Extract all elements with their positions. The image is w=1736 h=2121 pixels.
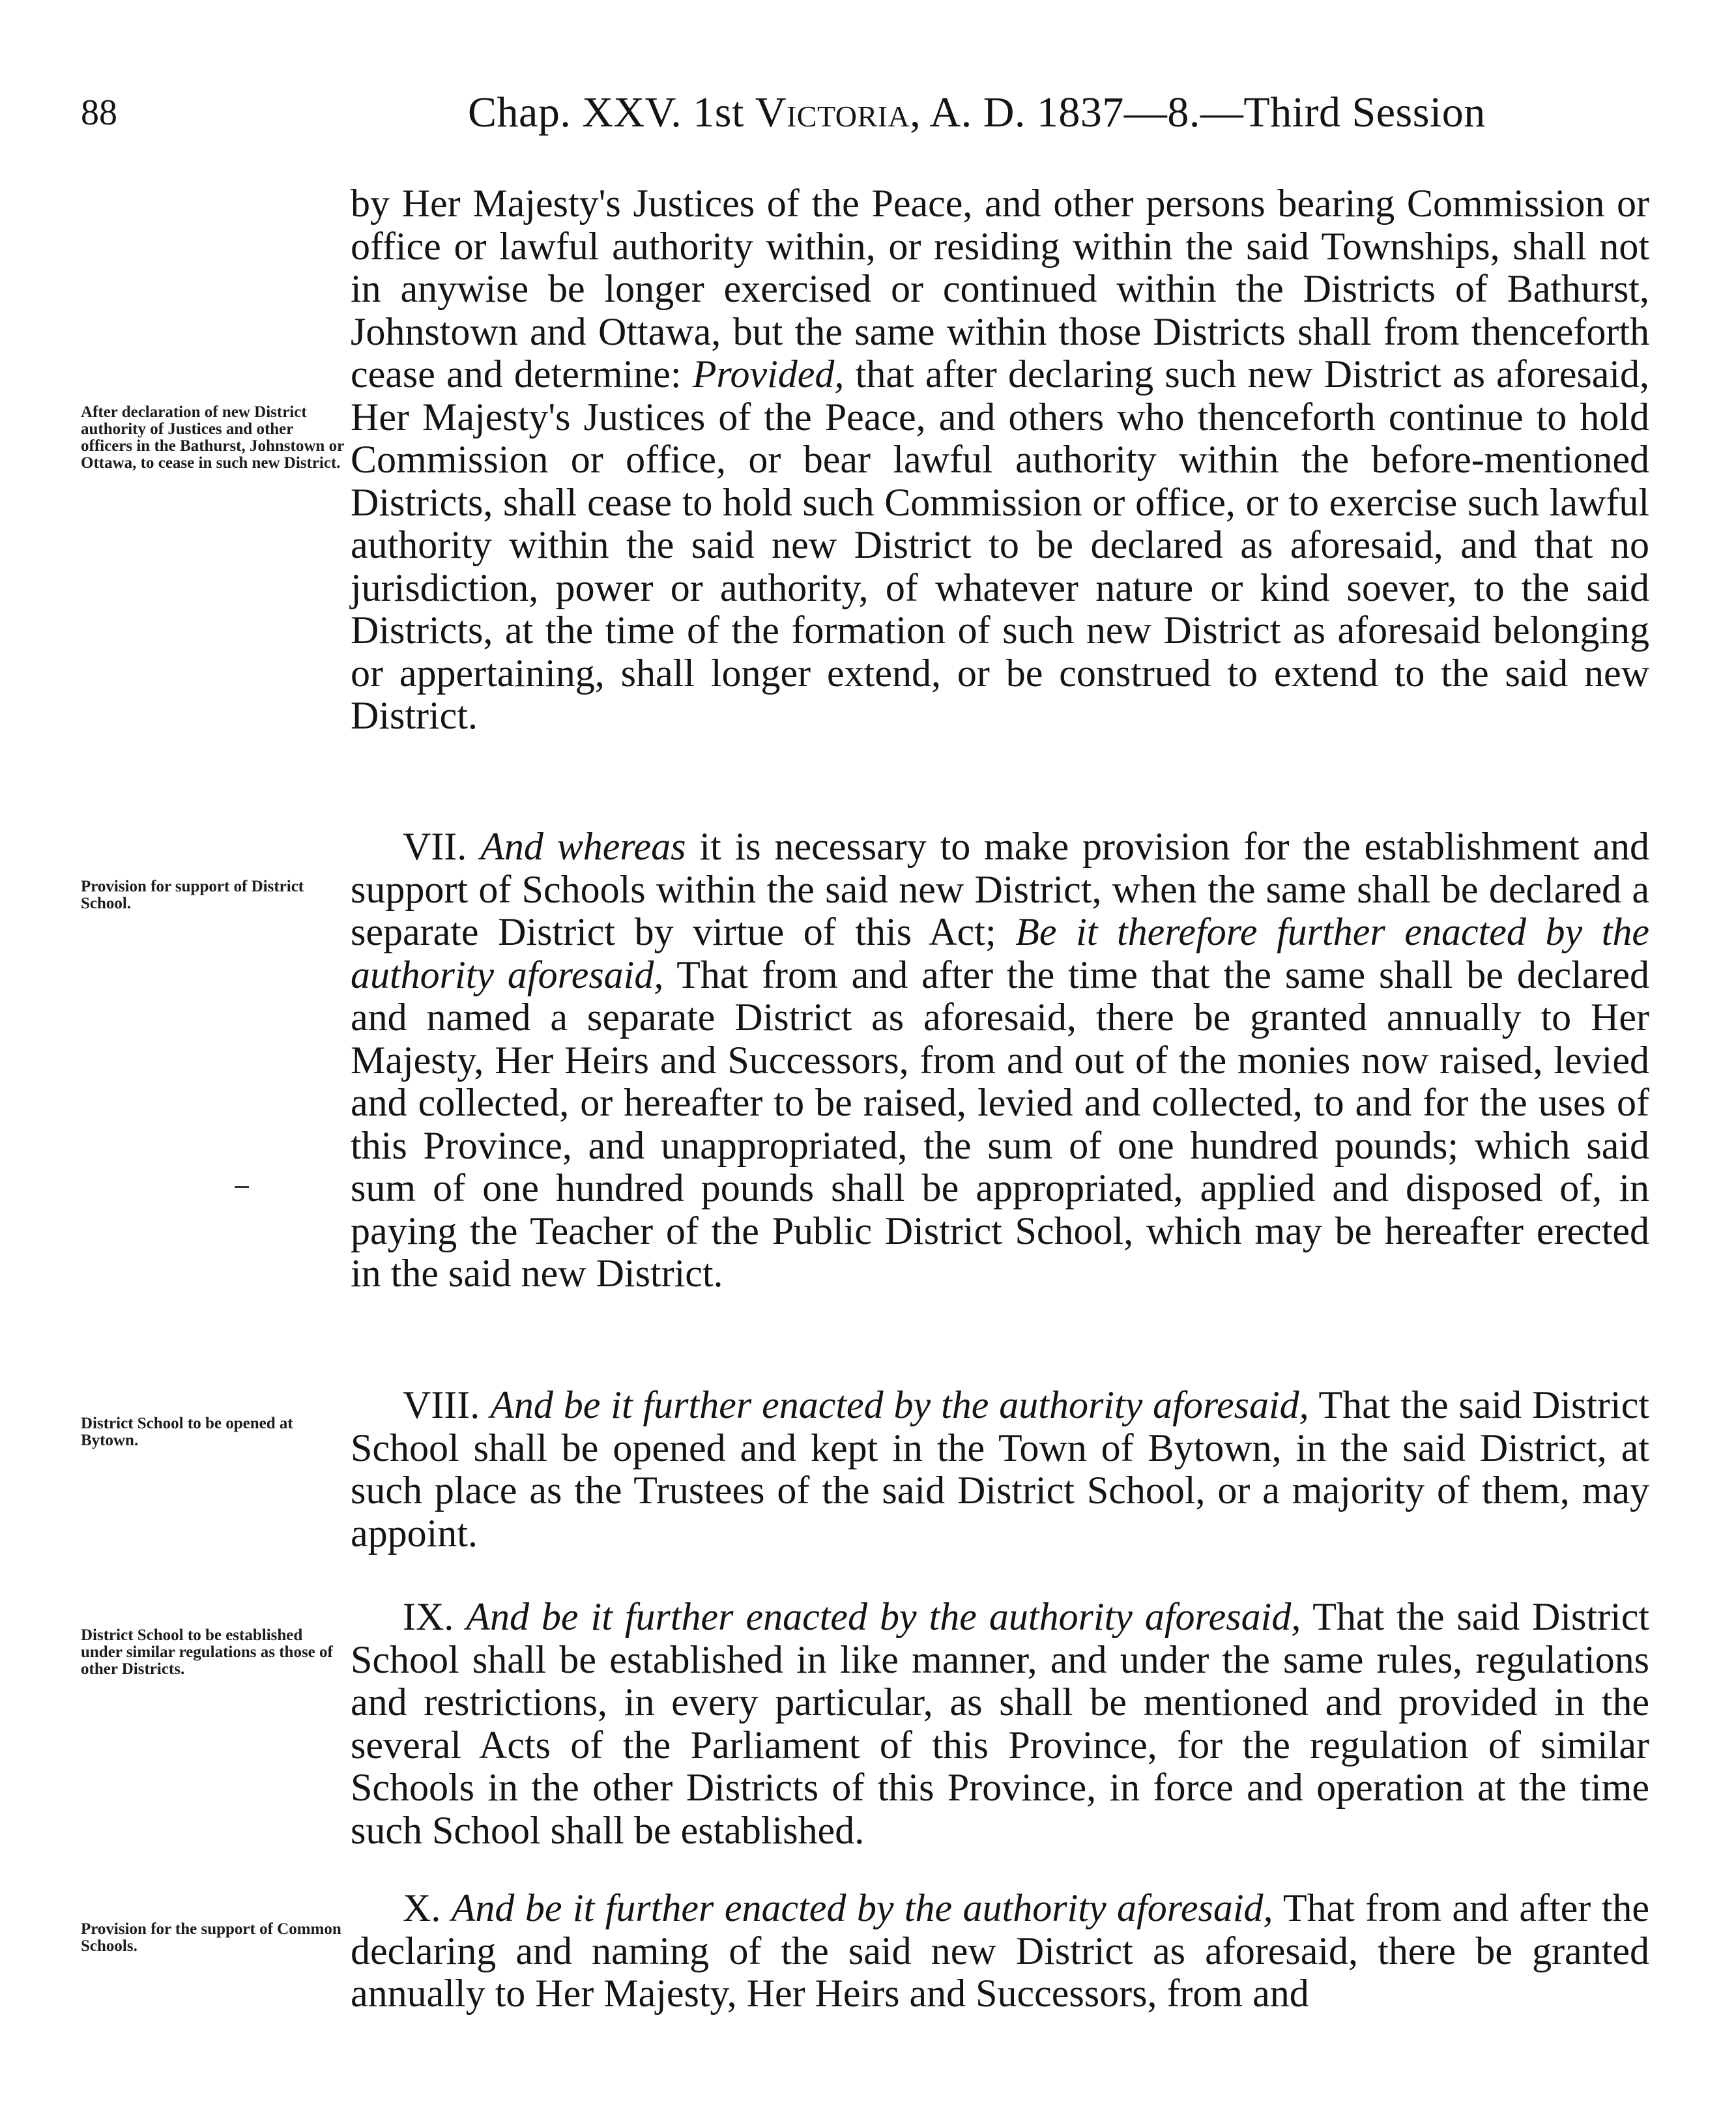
paragraph-text: by Her Majesty's Justices of the Peace, and other persons bearing Commission or office or lawful authority within, or residing within the said Townships, shall not in anywise be longer exercised or continued within the Districts of Bathurst, Johnstown and Ottawa, but the same within those Districts shall from thenceforth cease and determine: [351,182,1649,396]
proviso-italic: Provided, [692,353,845,396]
paragraph [351,182,1649,738]
enacting-italic: And whereas [480,825,686,868]
paragraph-text: that after declaring such new District as aforesaid, Her Majesty's Justices of the Peace, and others who thenceforth continue to hold Commission or office, or bear lawful authority within the before-mentioned Districts, shall cease to hold such Commission or office, or to exercise such lawful authority within the said new District to be declared as aforesaid, and that no jurisdiction, power or authority, of whatever nature or kind soever, to the said Districts, at the time of the formation of such new District as aforesaid belonging or appertaining, shall longer extend, or be construed to extend to the said new District. [351,353,1650,737]
section-vii [351,826,1649,1295]
paragraph-text: That from and after the declaring and naming of the said new District as aforesaid, there be granted annually to Her Majesty, Her Heirs and Successors, from and [351,1886,1650,2015]
paragraph [351,826,1649,1295]
section-x [351,1887,1649,2015]
paragraph [351,1384,1649,1555]
running-header [0,83,1736,142]
section-number: IX. [403,1595,454,1638]
stray-dash-mark [235,1186,249,1188]
margin-note-school-bytown: District School to be opened at Bytown. [81,1415,293,1449]
paragraph [351,1887,1649,2015]
margin-note-common-schools: Provision for the support of Common Schools. [81,1920,341,1955]
margin-note-school-regulations: District School to be established under similar regulations as those of other Districts. [81,1626,333,1678]
enacting-italic: And be it further enacted by the authority aforesaid, [490,1383,1309,1426]
paragraph-text: it is necessary to make provision for the establishment and support of Schools within the said new District, when the same shall be declared a separate District by virtue of this Act; [351,825,1650,953]
paragraph-text: That the said District School shall be established in like manner, and under the same rules, regulations and restrictions, in every particular, as shall be mentioned and provided in the several Acts of the Parliament of this Province, for the regulation of similar Schools in the other Districts of this Province, in force and operation at the time such School shall be established. [351,1595,1650,1852]
paragraph [351,1596,1649,1852]
margin-note-school-support: Provision for support of District School. [81,878,304,912]
section-number: X. [403,1886,441,1929]
section-number: VII. [403,825,467,868]
section-continuation [351,182,1649,738]
monarch-name: Victoria [755,89,910,136]
page-number: 88 [81,93,117,133]
enacting-italic: And be it further enacted by the authority aforesaid, [466,1595,1301,1638]
paragraph-text: That the said District School shall be opened and kept in the Town of Bytown, in the said District, at such place as the Trustees of the said District School, or a majority of them, may appoint. [351,1383,1650,1555]
section-number: VIII. [403,1383,480,1426]
paragraph-text: That from and after the time that the same shall be declared and named a separate District as aforesaid, there be granted annually to Her Majesty, Her Heirs and Successors, from and out of the monies now raised, levied and collected, or hereafter to be raised, levied and collected, to and for the uses of this Province, and unappropriated, the sum of one hundred pounds; which said sum of one hundred pounds shall be appropriated, applied and disposed of, in paying the Teacher of the Public District School, which may be hereafter erected in the said new District. [351,953,1650,1295]
running-head-title [468,83,1486,142]
margin-note-new-district-authority: After declaration of new District authority of Justices and other officers in the Bathurst, Johnstown or Ottawa, to cease in such new District. [81,403,344,472]
chapter-reference: Chap. XXV. 1st [468,89,744,136]
section-ix [351,1596,1649,1852]
section-viii [351,1384,1649,1555]
enacting-italic: Be it therefore further enacted by the authority aforesaid, [351,910,1650,996]
enacting-italic: And be it further enacted by the authority aforesaid, [451,1886,1273,1929]
session-year: , A. D. 1837—8.—Third Session [910,89,1486,136]
